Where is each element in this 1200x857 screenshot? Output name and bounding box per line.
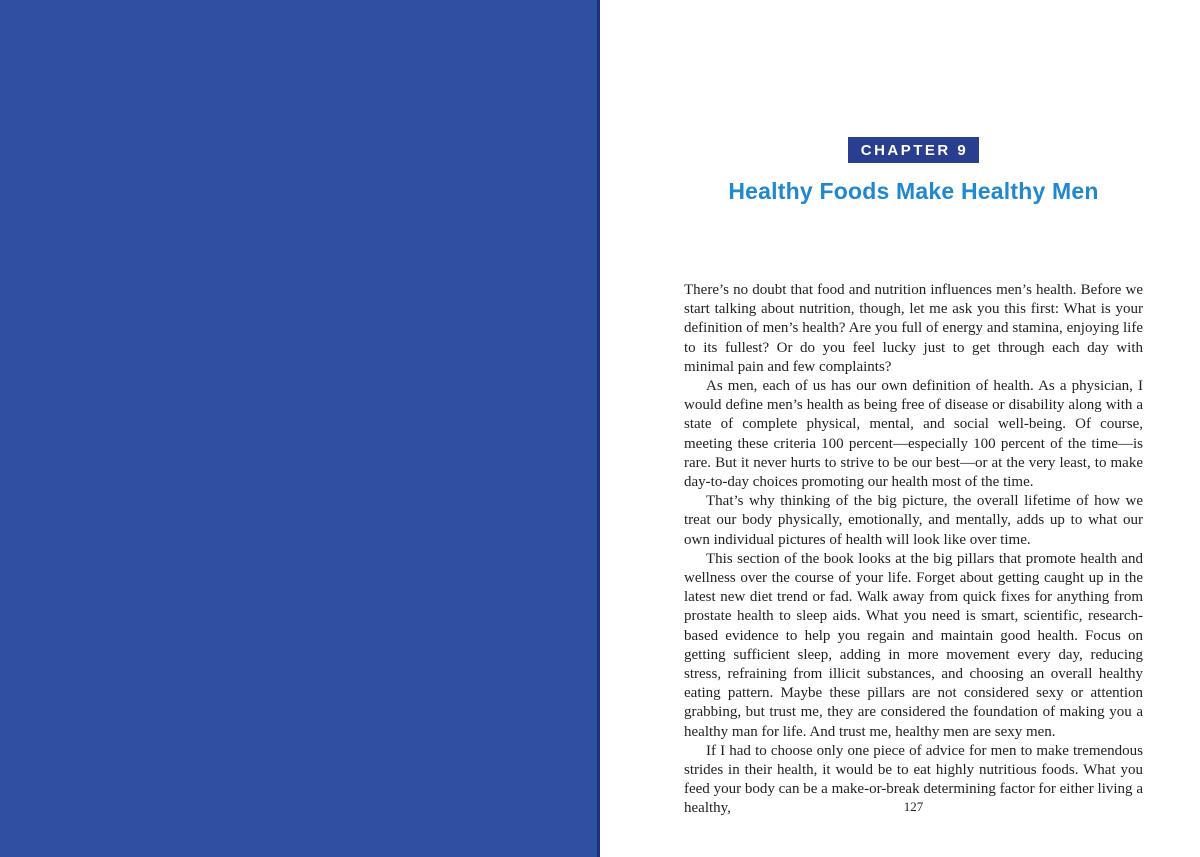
chapter-number-badge: CHAPTER 9 [848, 137, 980, 163]
chapter-badge-row [684, 137, 1143, 163]
chapter-opening-page [600, 0, 1200, 857]
chapter-title: Healthy Foods Make Healthy Men [728, 178, 1099, 204]
body-text-block [684, 281, 1143, 819]
paragraph: If I had to choose only one piece of advice for men to make tremendous strides in their health, it would be to eat highly nutritious foods. What you feed your body can be a make-or-break determining factor for either living a healthy, [684, 742, 1143, 817]
paragraph: As men, each of us has our own definition of health. As a physician, I would define men’s health as being free of disease or disability along with a state of complete physical, mental, and social well-being. Of course, meeting these criteria 100 percent—especially 100 percent of the time—is rare. But it never hurts to strive to be our best—or at the very least, to make day-to-day choices promoting our health most of the time. [684, 378, 1143, 491]
paragraph: That’s why thinking of the big picture, the overall lifetime of how we treat our body physically, emotionally, and mentally, adds up to what our own individual pictures of health will look like over time. [684, 493, 1143, 548]
paragraph: There’s no doubt that food and nutrition influences men’s health. Before we start talking about nutrition, though, let me ask you this first: What is your definition of men’s health? Are you full of energy and stamina, enjoying life to its fullest? Or do you feel lucky just to get through each day with minimal pain and few complaints? [684, 282, 1143, 375]
page-number: 127 [903, 799, 924, 814]
paragraph: This section of the book looks at the big pillars that promote health and wellness over the course of your life. Forget about getting caught up in the latest new diet trend or fad. Walk away from quick fixes for anything from prostate health to sleep aids. What you need is smart, scientific, research-based evidence to help you regain and maintain good health. Focus on getting sufficient sleep, adding in more movement every day, reducing stress, refraining from illicit substances, and choosing an overall healthy eating pattern. Maybe these pillars are not considered sexy or attention grabbing, but trust me, they are considered the foundation of making you a healthy man for life. And trust me, healthy men are sexy men. [684, 550, 1143, 740]
